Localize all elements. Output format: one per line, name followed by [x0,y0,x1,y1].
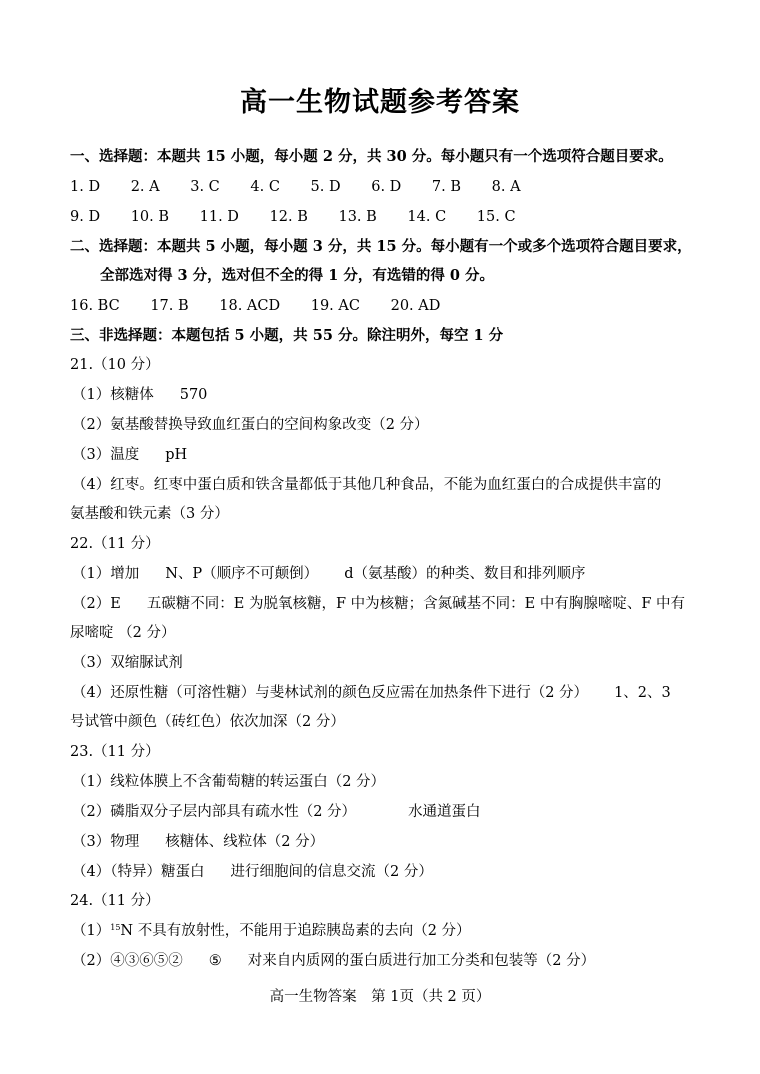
answer-item: 11. D [199,209,239,225]
answer-item: 14. C [407,209,447,225]
q21-answer-2: （2）氨基酸替换导致血红蛋白的空间构象改变（2 分） [72,417,429,433]
answer-item: 1. D [70,179,101,195]
q22-answer-2-line2: 尿嘧啶 （2 分） [70,625,176,641]
q22-answer-4-line2: 号试管中颜色（砖红色）依次加深（2 分） [70,714,345,730]
answer-item: 17. B [150,298,189,314]
answer-item: 16. BC [70,298,120,314]
isotope-superscript: 15 [110,923,121,932]
section1-heading: 一、选择题：本题共 15 小题，每小题 2 分，共 30 分。每小题只有一个选项符合题目要求。 [70,148,673,165]
answer-item: 20. AD [390,298,441,314]
answer-text: （1） [72,923,111,939]
q21-heading: 21.（10 分） [70,357,160,373]
q22-answer-3: （3）双缩脲试剂 [72,655,183,671]
q23-answer-1: （1）线粒体膜上不含葡萄糖的转运蛋白（2 分） [72,774,386,790]
q21-answer-1 [72,385,207,405]
answer-text: 水通道蛋白 [408,804,481,820]
answer-item: 3. C [190,179,220,195]
answer-text: d（氨基酸）的种类、数目和排列顺序 [344,566,586,582]
page-title: 高一生物试题参考答案 [240,87,520,118]
q23-heading: 23.（11 分） [70,744,160,760]
answer-item: 6. D [371,179,402,195]
q21-answer-4-line1: （4）红枣。红枣中蛋白质和铁含量都低于其他几种食品，不能为血红蛋白的合成提供丰富的 [72,477,662,493]
answer-text: （2）④③⑥⑤② [72,953,183,969]
answer-item: 15. C [476,209,516,225]
answer-text: （1）核糖体 [72,387,154,403]
answer-item: 19. AC [310,298,360,314]
q22-answer-4-line1 [72,683,671,703]
section1-row2 [70,207,542,227]
answer-text: N 不具有放射性，不能用于追踪胰岛素的去向（2 分） [120,923,471,939]
q24-answer-1 [72,921,471,941]
answer-item: 13. B [338,209,377,225]
q23-answer-4 [72,862,433,882]
answer-text: ⑤ [208,953,222,969]
answer-item: 4. C [250,179,280,195]
q22-heading: 22.（11 分） [70,536,160,552]
q22-answer-2-line1 [72,594,685,614]
q23-answer-2 [72,802,481,822]
answer-text: 进行细胞间的信息交流（2 分） [230,864,433,880]
answer-text: （4）（特异）糖蛋白 [72,864,205,880]
answer-text: N、P（顺序不可颠倒） [165,566,319,582]
answer-text: 对来自内质网的蛋白质进行加工分类和包装等（2 分） [247,953,596,969]
section2-heading-line2: 全部选对得 3 分，选对但不全的得 1 分，有选错的得 0 分。 [100,267,495,284]
answer-item: 9. D [70,209,101,225]
answer-text: 五碳糖不同：E 为脱氧核糖，F 中为核糖；含氮碱基不同：E 中有胸腺嘧啶、F 中有 [146,596,686,612]
page-footer: 高一生物答案 第 1页（共 2 页） [269,989,491,1005]
answer-item: 10. B [130,209,170,225]
q24-answer-2 [72,951,595,971]
q21-answer-3 [72,445,187,465]
section3-heading: 三、非选择题：本题包括 5 小题，共 55 分。除注明外，每空 1 分 [70,327,504,344]
answer-text: （2）磷脂双分子层内部具有疏水性（2 分） [72,804,357,820]
q21-answer-4-line2: 氨基酸和铁元素（3 分） [70,506,229,522]
section2-row [70,296,466,316]
answer-item: 8. A [491,179,521,195]
section2-heading-line1: 二、选择题：本题共 5 小题，每小题 3 分，共 15 分。每小题有一个或多个选项符合题目要求， [70,238,692,255]
answer-text: 1、2、3 [614,685,671,701]
q24-heading: 24.（11 分） [70,893,160,909]
answer-item: 18. ACD [219,298,281,314]
answer-text: （3）物理 [72,834,140,850]
answer-text: 核糖体、线粒体（2 分） [165,834,325,850]
answer-item: 2. A [130,179,160,195]
answer-text: （1）增加 [72,566,140,582]
answer-item: 5. D [310,179,341,195]
answer-text: （2）E [72,596,121,612]
answer-item: 12. B [269,209,308,225]
section1-row1 [70,177,547,197]
answer-text: 570 [179,387,208,403]
answer-text: （3）温度 [72,447,140,463]
answer-text: pH [165,447,188,463]
answer-item: 7. B [431,179,462,195]
answer-text: （4）还原性糖（可溶性糖）与斐林试剂的颜色反应需在加热条件下进行（2 分） [72,685,589,701]
q22-answer-1 [72,564,585,584]
q23-answer-3 [72,832,324,852]
